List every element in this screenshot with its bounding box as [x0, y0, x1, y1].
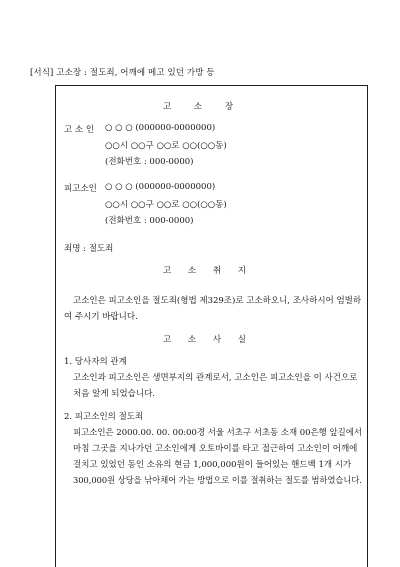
section-heading: 2. 피고소인의 절도죄	[64, 412, 144, 422]
section-text-line: 피고소인은 2000.00. 00. 00:00경 서울 서초구 서초동 소재 00은행 앞길에서	[73, 428, 363, 438]
complainant-address: ○○시 ○○구 ○○로 ○○(○○동)	[105, 141, 227, 151]
accused-name-id: ○ ○ ○ (000000-0000000)	[105, 182, 216, 192]
complainant-phone: (전화번호 : 000-0000)	[105, 157, 194, 167]
purpose-text-line: 여 주시기 바랍니다.	[64, 312, 138, 322]
section-text-line: 마침 그곳을 지나가던 고소인에게 오토바이를 타고 접근하여 고소인이 어깨에	[73, 444, 358, 454]
complaint-form-frame	[55, 85, 368, 567]
purpose-title: 고 소 취 지	[163, 266, 246, 276]
document-caption: [서식] 고소장 : 절도죄, 어깨에 메고 있던 가방 등	[30, 68, 215, 78]
document-title: 고 소 장	[163, 102, 234, 112]
section-text-line: 300,000원 상당을 낚아채어 가는 방법으로 이를 절취하는 절도를 범하였습니다.	[73, 476, 362, 486]
section-text-line: 고소인과 피고소인은 생면부지의 관계로서, 고소인은 피고소인을 이 사건으로	[73, 373, 358, 383]
charge-line: 죄명 : 절도죄	[64, 244, 114, 254]
complainant-name-id: ○ ○ ○ (000000-0000000)	[105, 123, 216, 133]
complainant-label: 고 소 인	[64, 125, 95, 135]
section-text-line: 처음 알게 되었습니다.	[73, 389, 156, 399]
purpose-text-line: 고소인은 피고소인을 절도죄(형법 제329조)로 고소하오니, 조사하시어 엄벌하	[73, 296, 362, 306]
accused-address: ○○시 ○○구 ○○로 ○○(○○동)	[105, 200, 227, 210]
accused-label: 피고소인	[64, 184, 97, 194]
section-heading: 1. 당사자의 관계	[64, 357, 127, 367]
accused-phone: (전화번호 : 000-0000)	[105, 216, 194, 226]
section-text-line: 걸치고 있었던 동인 소유의 현금 1,000,000원이 들어있는 핸드백 1개 시가	[73, 460, 352, 470]
facts-title: 고 소 사 실	[163, 335, 246, 345]
